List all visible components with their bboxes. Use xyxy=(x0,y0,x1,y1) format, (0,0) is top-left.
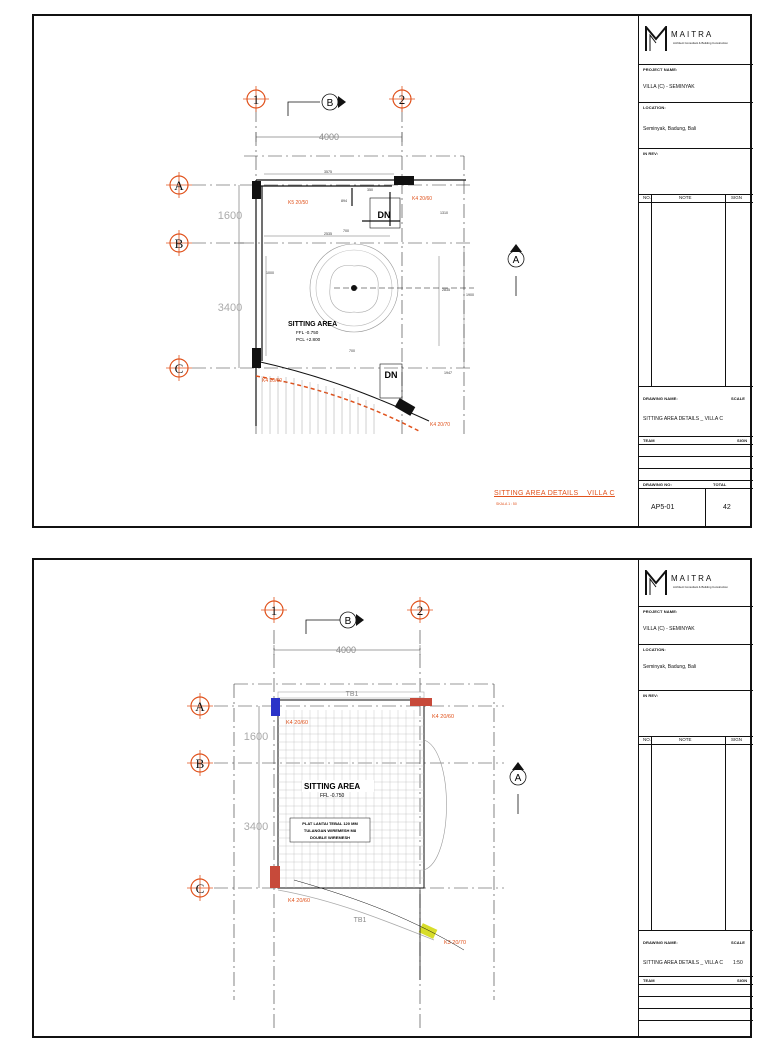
beam-tb1-top: TB1 xyxy=(345,691,359,698)
location-label: LOCATION: xyxy=(643,647,666,652)
drawing-name-value: SITTING AREA DETAILS _ VILLA C xyxy=(643,960,723,966)
brand-tagline: Architect Consultant & Building Construction xyxy=(673,585,728,589)
team-sign-label: SIGN xyxy=(737,438,748,443)
dim-4000: 4000 xyxy=(335,645,357,655)
rev-label: IN REV: xyxy=(643,151,659,156)
dim-3400: 3400 xyxy=(217,302,243,314)
sheet-total: 42 xyxy=(723,504,731,511)
scale-value: 1:50 xyxy=(733,960,743,966)
column-k4-top: K4 20/60 xyxy=(412,196,433,202)
section-label-B: B xyxy=(344,616,352,627)
grid-label-1: 1 xyxy=(252,92,260,107)
sheet-number: AP5-01 xyxy=(651,504,675,511)
dim-894: 894 xyxy=(341,199,347,203)
note-no-header: NO. xyxy=(643,195,652,200)
drawing-sheet-2 xyxy=(32,558,752,1038)
column-k3: K3 20/70 xyxy=(444,940,467,946)
scale-label: SCALE xyxy=(731,940,746,945)
room-label: SITTING AREA xyxy=(288,321,338,328)
project-name: VILLA (C) - SEMINYAK xyxy=(643,626,695,632)
slab-note-2: TULANGAN WIREMESH M8 xyxy=(303,828,357,833)
grid-label-B: B xyxy=(195,756,205,771)
note-header: NOTE xyxy=(679,737,692,742)
grid-label-B: B xyxy=(174,236,184,251)
sign-header: SIGN xyxy=(731,195,743,200)
column-k5: K5 20/50 xyxy=(288,200,309,206)
brand-tagline: Architect Consultant & Building Construction xyxy=(673,41,728,45)
dn-label-top: DN xyxy=(377,210,391,220)
dim-700-bottom: 700 xyxy=(349,349,355,353)
slab-note-1: PLAT LANTAI TEBAL 120 MM xyxy=(302,821,358,826)
floor-plan-drawing-2 xyxy=(34,560,638,1036)
column-k4-left: K4 20/60 xyxy=(262,378,283,384)
column-k4-bottom: K4 20/70 xyxy=(430,422,451,428)
project-label: PROJECT NAME: xyxy=(643,67,678,72)
drawing-title: SITTING AREA DETAILS _ VILLA C xyxy=(494,490,615,497)
drawing-sheet-1 xyxy=(32,14,752,528)
drawing-scale: SKALA 1 : 50 xyxy=(496,502,517,506)
dim-1000: 1000 xyxy=(266,271,274,275)
dim-4000: 4000 xyxy=(318,132,340,142)
column-k4-top-left: K4 20/60 xyxy=(286,720,309,726)
note-no-header: NO. xyxy=(643,737,652,742)
slab-note-3: DOUBLE WIREMESH xyxy=(310,835,350,840)
maitra-logo-mark-icon xyxy=(645,570,667,596)
team-label: TEAM xyxy=(643,978,655,983)
dim-1600: 1600 xyxy=(243,731,269,743)
dim-3575: 3575 xyxy=(324,170,332,174)
grid-label-A: A xyxy=(174,178,184,193)
column-k4-bottom-left: K4 20/60 xyxy=(288,898,311,904)
rev-label: IN REV: xyxy=(643,693,659,698)
drawing-name-label: DRAWING NAME: xyxy=(643,396,678,401)
project-label: PROJECT NAME: xyxy=(643,609,678,614)
project-name: VILLA (C) - SEMINYAK xyxy=(643,84,695,90)
ffl-label: FFL -0.750 xyxy=(296,330,319,335)
scale-label: SCALE xyxy=(731,396,746,401)
total-label: TOTAL xyxy=(713,482,727,487)
dim-2535: 2535 xyxy=(324,232,332,236)
grid-label-2: 2 xyxy=(398,92,406,107)
floor-plan-drawing-1 xyxy=(34,16,638,526)
section-label-A: A xyxy=(512,255,520,266)
location-value: Seminyak, Badung, Bali xyxy=(643,664,697,670)
ffl-label: FFL -0.750 xyxy=(320,793,345,799)
beam-tb1-bottom: TB1 xyxy=(353,917,367,924)
column-k4-top-right: K4 20/60 xyxy=(432,714,455,720)
room-label: SITTING AREA xyxy=(304,782,361,791)
dim-1947: 1947 xyxy=(444,371,452,375)
drawing-name-label: DRAWING NAME: xyxy=(643,940,678,945)
dim-1600: 1600 xyxy=(217,210,243,222)
dim-3400: 3400 xyxy=(243,821,269,833)
section-label-A: A xyxy=(514,773,522,784)
note-header: NOTE xyxy=(679,195,692,200)
maitra-logo-mark-icon xyxy=(645,26,667,52)
dim-700-top: 700 xyxy=(343,229,349,233)
grid-label-C: C xyxy=(195,881,205,896)
dim-1900: 1900 xyxy=(466,293,474,297)
location-label: LOCATION: xyxy=(643,105,666,110)
title-block-1 xyxy=(638,16,753,526)
grid-label-1: 1 xyxy=(270,603,278,618)
sheet-number-label: DRAWING NO: xyxy=(643,482,672,487)
grid-label-C: C xyxy=(174,361,184,376)
dim-350: 350 xyxy=(367,188,373,192)
title-block-2 xyxy=(638,560,753,1036)
maitra-logo xyxy=(645,26,749,60)
dim-1310: 1310 xyxy=(440,211,448,215)
brand-name: MAITRA xyxy=(671,574,714,583)
pcl-label: PCL +2.800 xyxy=(296,337,321,342)
sign-header: SIGN xyxy=(731,737,743,742)
grid-label-2: 2 xyxy=(416,603,424,618)
section-label-B: B xyxy=(326,98,334,109)
brand-name: MAITRA xyxy=(671,30,714,39)
location-value: Seminyak, Badung, Bali xyxy=(643,126,697,132)
dn-label-bottom: DN xyxy=(384,370,398,380)
team-label: TEAM xyxy=(643,438,655,443)
grid-label-A: A xyxy=(195,699,205,714)
maitra-logo xyxy=(645,570,749,604)
dim-2835: 2835 xyxy=(442,288,450,292)
team-sign-label: SIGN xyxy=(737,978,748,983)
drawing-name-value: SITTING AREA DETAILS _ VILLA C xyxy=(643,416,723,422)
